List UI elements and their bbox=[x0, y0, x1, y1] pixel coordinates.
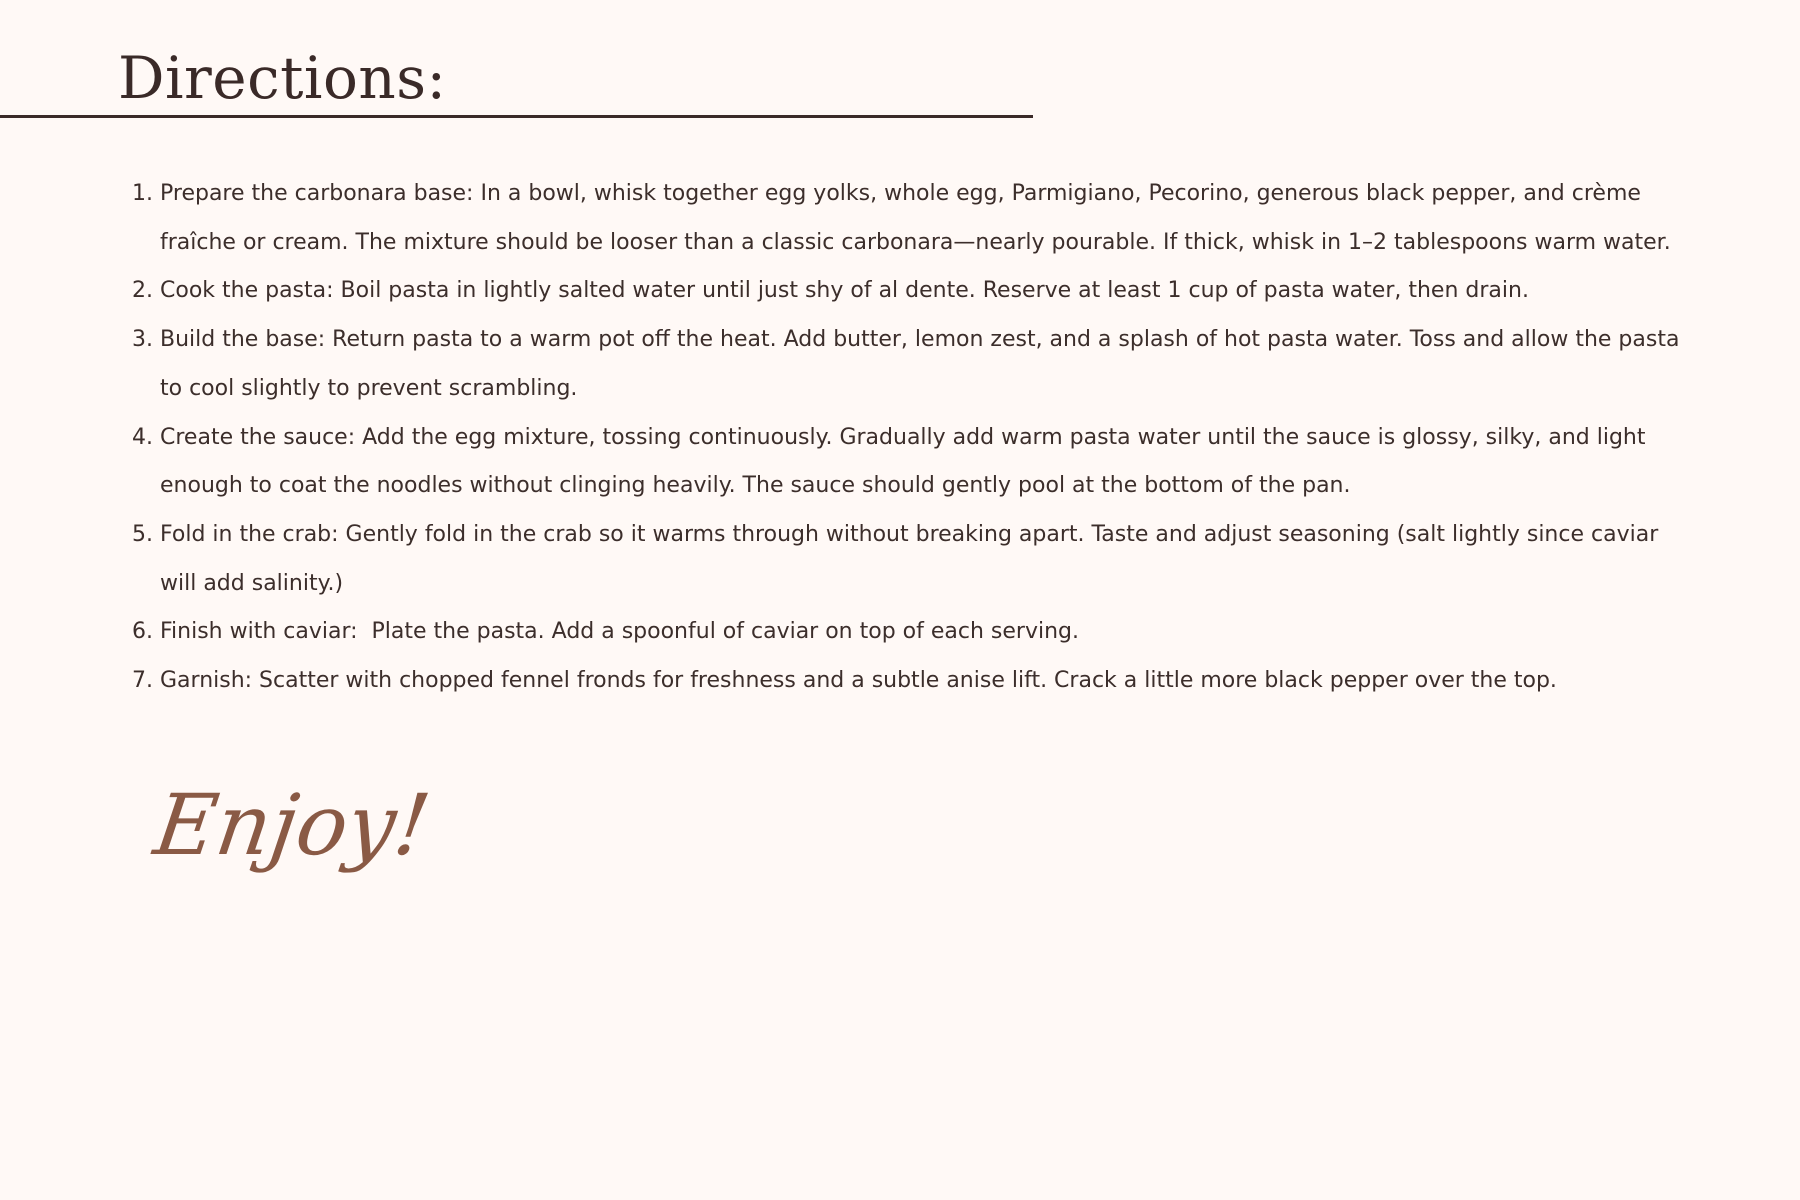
step-number: 3. bbox=[132, 327, 153, 353]
step-text: Prepare the carbonara base: In a bowl, whisk together egg yolks, whole egg, Parmigiano, Pecorino, generous black pepper, and crème fraîche or cream. The mixture should be looser than a classic carbonara—nearly pourable. If thick, whisk in 1–2 tablespoons warm water. bbox=[160, 181, 1671, 255]
step-number: 5. bbox=[132, 521, 153, 547]
list-item bbox=[132, 170, 1700, 267]
list-item bbox=[132, 657, 1700, 706]
list-item bbox=[132, 414, 1700, 511]
step-number: 1. bbox=[132, 181, 153, 206]
page-title: Directions: bbox=[118, 44, 447, 112]
list-item bbox=[132, 267, 1700, 316]
step-text: Fold in the crab: Gently fold in the crab so it warms through without breaking apart. Taste and adjust seasoning (salt lightly since caviar will add salinity.) bbox=[160, 521, 1666, 596]
step-number: 6. bbox=[132, 619, 153, 645]
heading-underline bbox=[0, 115, 1033, 118]
step-number: 2. bbox=[132, 278, 153, 304]
step-number: 4. bbox=[132, 424, 153, 450]
directions-list bbox=[132, 170, 1700, 706]
step-text: Create the sauce: Add the egg mixture, tossing continuously. Gradually add warm pasta water until the sauce is glossy, silky, and light enough to coat the noodles without clinging heavily. The sauce should gently pool at the bottom of the pan. bbox=[160, 424, 1653, 499]
step-text: Garnish: Scatter with chopped fennel fronds for freshness and a subtle anise lift. Crack a little more black pepper over the top. bbox=[160, 668, 1557, 694]
step-number: 7. bbox=[132, 668, 153, 694]
closing-signoff: Enjoy! bbox=[148, 776, 436, 874]
list-item bbox=[132, 316, 1700, 413]
step-text: Finish with caviar: Plate the pasta. Add a spoonful of caviar on top of each serving. bbox=[160, 619, 1079, 645]
list-item bbox=[132, 608, 1700, 657]
step-text: Build the base: Return pasta to a warm pot off the heat. Add butter, lemon zest, and a splash of hot pasta water. Toss and allow the pasta to cool slightly to prevent scrambling. bbox=[160, 327, 1687, 401]
list-item bbox=[132, 511, 1700, 608]
step-text: Cook the pasta: Boil pasta in lightly salted water until just shy of al dente. Reserve at least 1 cup of pasta water, then drain. bbox=[160, 278, 1529, 304]
